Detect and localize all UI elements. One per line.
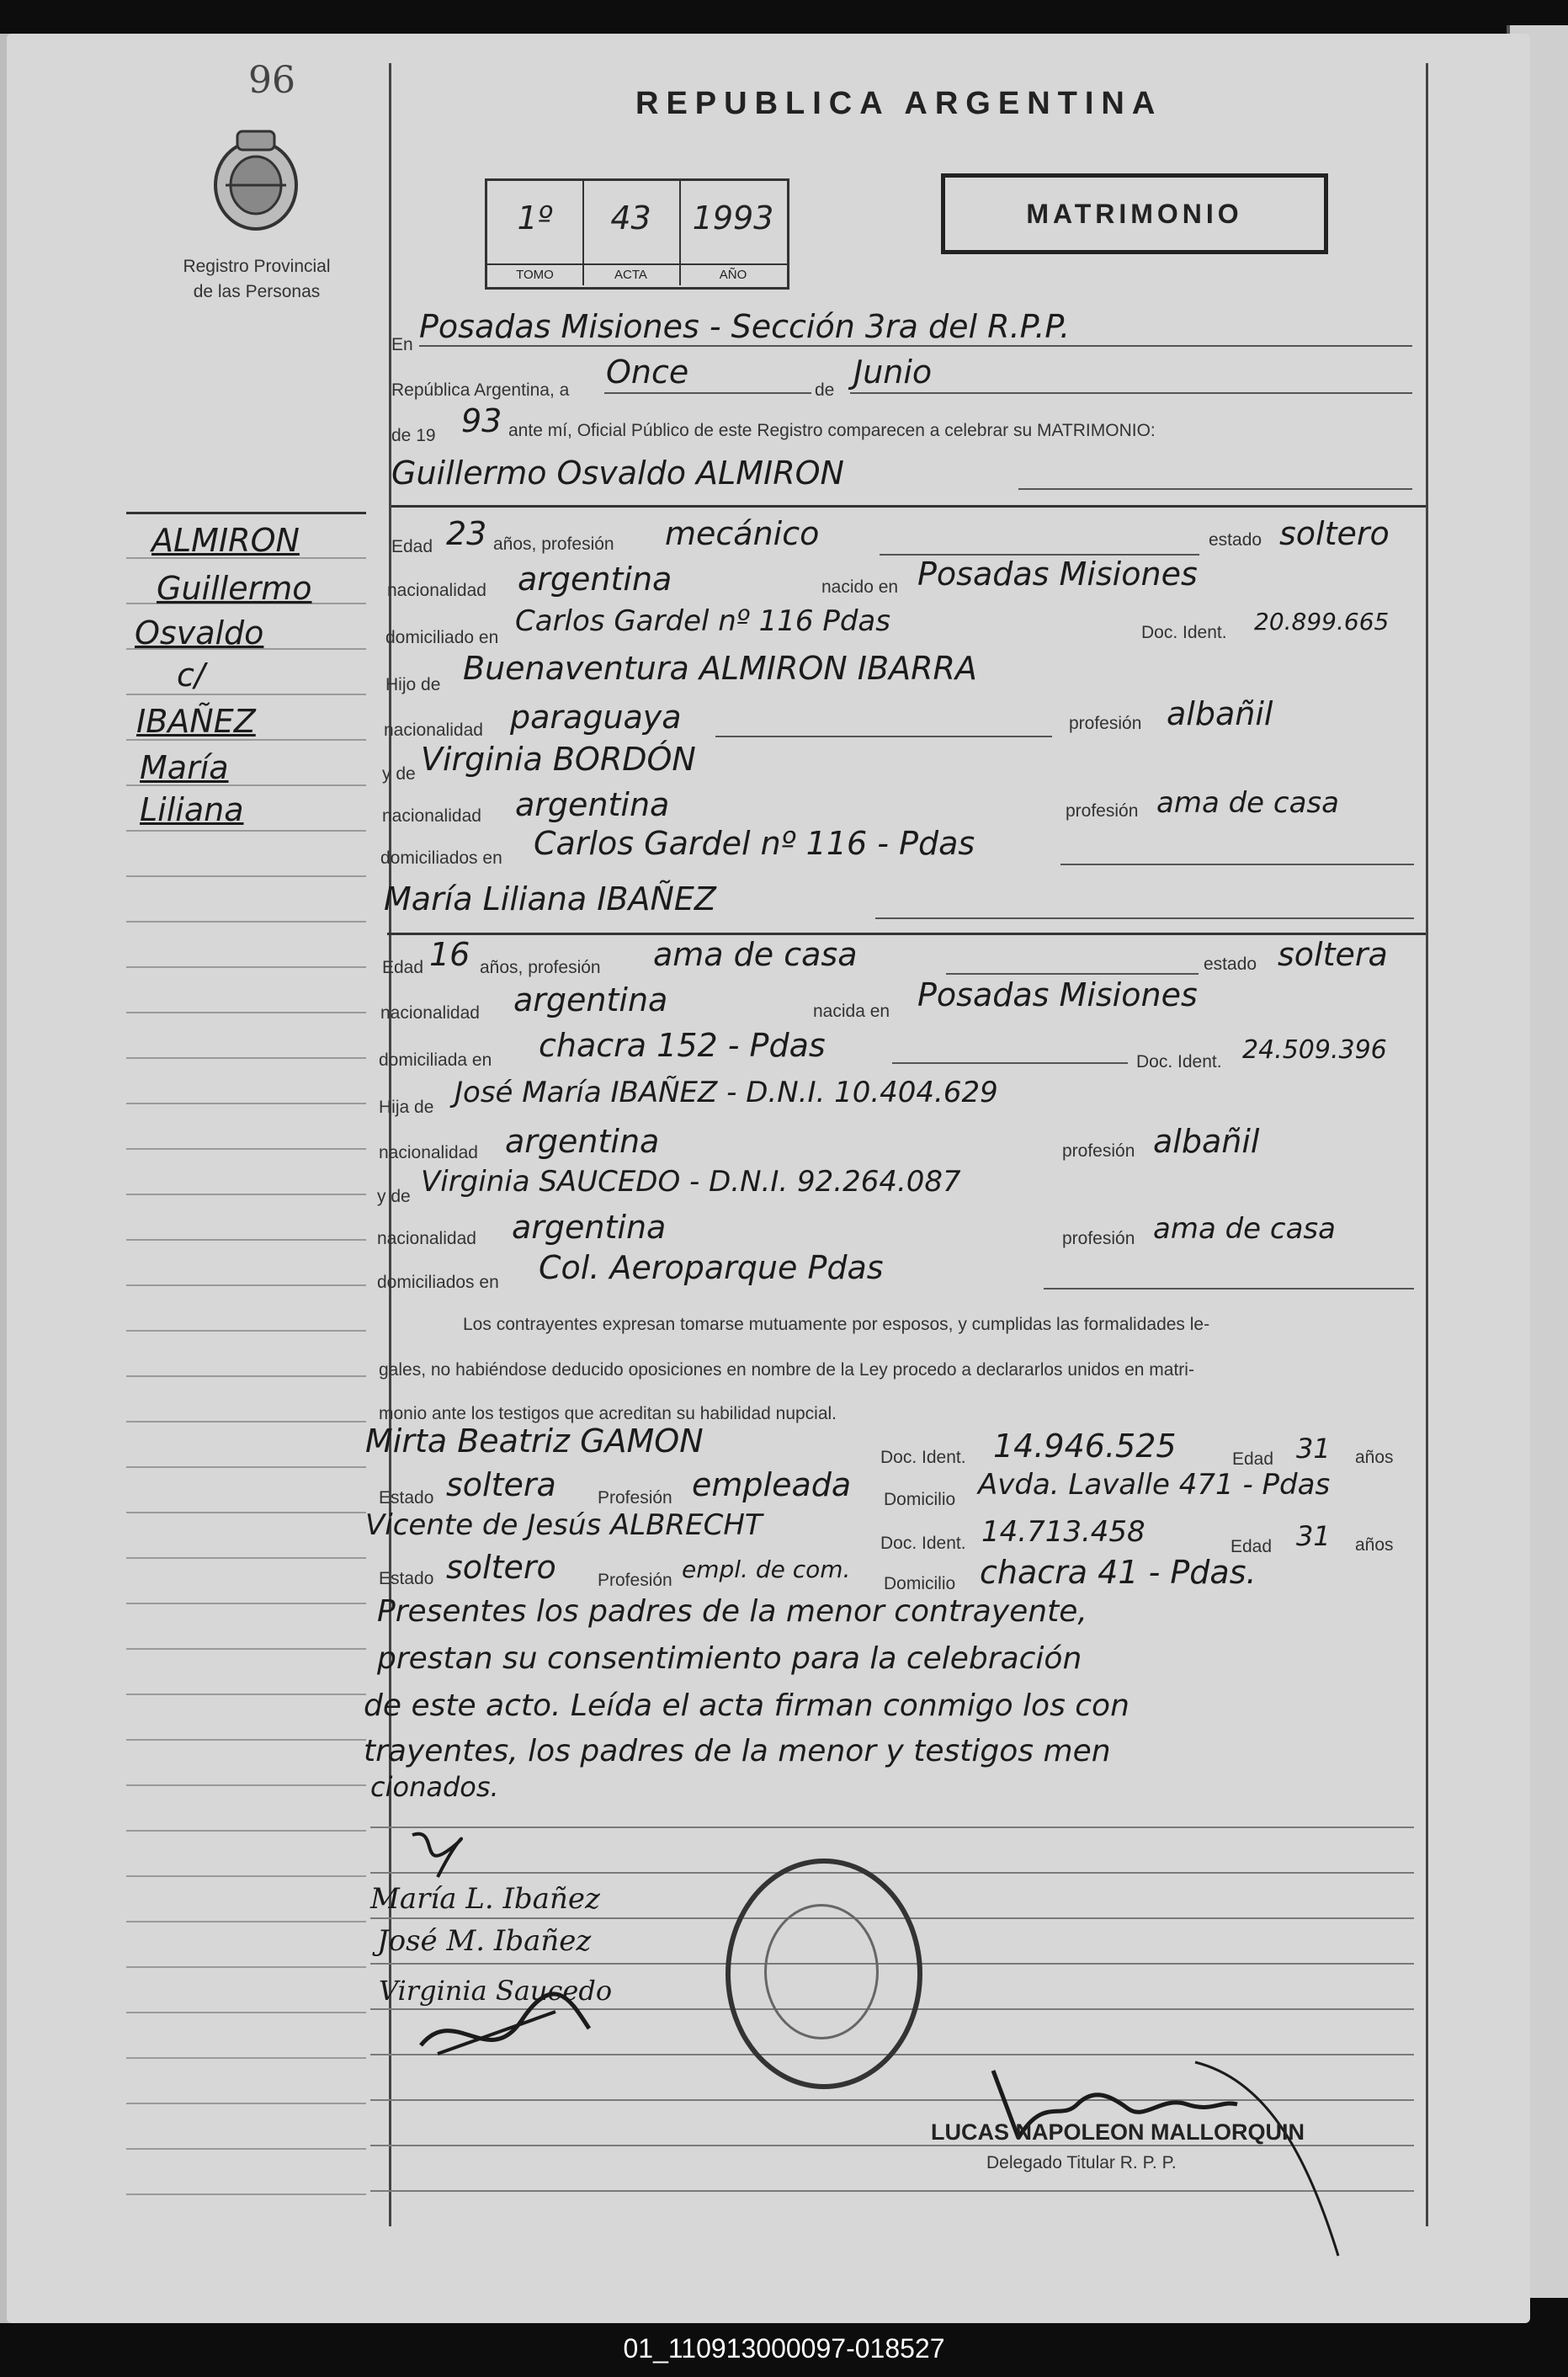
groom-profession: mecánico	[665, 515, 820, 552]
groom-father-nat-line	[715, 736, 1052, 737]
witness2-name: Vicente de Jesús ALBRECHT	[365, 1508, 763, 1542]
bride-father: José María IBAÑEZ - D.N.I. 10.404.629	[454, 1076, 998, 1109]
coat-of-arms-icon	[209, 126, 303, 232]
bride-born: Posadas Misiones	[917, 976, 1198, 1013]
record-type-box	[941, 173, 1328, 254]
record-type: MATRIMONIO	[1026, 198, 1243, 229]
bride-dom-label: domiciliada en	[379, 1050, 492, 1070]
groom-mother: Virginia BORDÓN	[421, 741, 696, 778]
witness1-doc-label: Doc. Ident.	[880, 1448, 966, 1467]
witness1-estado-label: Estado	[379, 1488, 434, 1508]
bride-father-label: Hija de	[379, 1098, 434, 1117]
witness2-estado-label: Estado	[379, 1569, 434, 1588]
bride-parents-dom: Col. Aeroparque Pdas	[539, 1249, 884, 1286]
margin-name-3: Osvaldo	[135, 614, 264, 651]
witness2-dom: chacra 41 - Pdas.	[980, 1554, 1257, 1591]
bride-name: María Liliana IBAÑEZ	[384, 880, 716, 917]
scribble-signature-icon	[387, 1818, 606, 2071]
bride-prof-line	[946, 973, 1199, 975]
bride-father-nat-label: nacionalidad	[379, 1143, 478, 1162]
groom-born: Posadas Misiones	[917, 556, 1198, 593]
margin-name-5: IBAÑEZ	[136, 703, 256, 740]
bride-born-label: nacida en	[813, 1002, 890, 1021]
de-label: de	[815, 380, 835, 400]
groom-nat: argentina	[518, 561, 672, 598]
note-line-1: Presentes los padres de la menor contrayente,	[377, 1594, 1087, 1629]
witness1-dom: Avda. Lavalle 471 - Pdas	[978, 1468, 1331, 1502]
groom-mother-nat-label: nacionalidad	[382, 806, 481, 826]
bride-age: 16	[429, 936, 470, 973]
note-line-5: cionados.	[370, 1771, 499, 1803]
groom-estado-label: estado	[1209, 530, 1262, 550]
registry-line-2: de las Personas	[193, 282, 321, 301]
republica-label: República Argentina, a	[391, 380, 570, 400]
bride-father-prof: albañil	[1153, 1123, 1260, 1160]
acta-label: ACTA	[582, 263, 679, 282]
margin-name-7: Liliana	[140, 791, 244, 828]
witness1-age: 31	[1296, 1433, 1331, 1465]
bride-profession: ama de casa	[653, 936, 858, 973]
place-line	[419, 345, 1412, 347]
groom-mother-nat: argentina	[515, 786, 670, 823]
en-label: En	[391, 335, 413, 354]
signature-1: María L. Ibañez	[370, 1882, 600, 1916]
bride-mother: Virginia SAUCEDO - D.N.I. 92.264.087	[421, 1165, 961, 1199]
bride-prof-label: años, profesión	[480, 958, 601, 977]
witness1-prof-label: Profesión	[598, 1488, 672, 1508]
witness2-doc: 14.713.458	[981, 1515, 1145, 1549]
groom-mother-prof: ama de casa	[1156, 786, 1339, 820]
place-value: Posadas Misiones - Sección 3ra del R.P.P.	[419, 308, 1071, 345]
groom-name: Guillermo Osvaldo ALMIRON	[391, 455, 844, 492]
witness1-estado: soltera	[446, 1466, 556, 1503]
ano-cell	[679, 181, 787, 285]
groom-father-prof-label: profesión	[1069, 714, 1142, 733]
right-border	[1426, 63, 1428, 2226]
witness1-name: Mirta Beatriz GAMON	[365, 1422, 704, 1460]
bride-mother-prof: ama de casa	[1153, 1212, 1336, 1246]
official-stamp	[726, 1859, 922, 2089]
margin-name-1: ALMIRON	[151, 522, 300, 559]
tomo-value: 1º	[517, 199, 553, 237]
bride-name-line	[875, 917, 1414, 919]
groom-divider	[391, 505, 1426, 508]
day-line	[604, 392, 811, 394]
margin-name-4: c/	[177, 657, 205, 694]
registry-name	[160, 254, 353, 305]
groom-age-label: Edad	[391, 537, 433, 556]
day-value: Once	[606, 354, 689, 391]
acta-value: 43	[610, 199, 651, 237]
note-line-4: trayentes, los padres de la menor y testigos men	[364, 1734, 1111, 1768]
body-line-1: Los contrayentes expresan tomarse mutuamente por esposos, y cumplidas las formalidades le-	[463, 1315, 1210, 1334]
bride-nat-label: nacionalidad	[380, 1003, 480, 1023]
witness1-doc: 14.946.525	[993, 1428, 1177, 1465]
witness1-age-label: Edad	[1232, 1449, 1274, 1469]
bride-mother-nat-label: nacionalidad	[377, 1229, 476, 1248]
groom-age: 23	[446, 515, 487, 552]
groom-mother-prof-label: profesión	[1066, 801, 1139, 821]
month-value: Junio	[853, 354, 933, 391]
groom-father-label: Hijo de	[385, 675, 441, 694]
stamp-emblem-icon	[764, 1904, 879, 2039]
official-name: LUCAS NAPOLEON MALLORQUIN	[931, 2119, 1305, 2145]
groom-father-nat-label: nacionalidad	[384, 721, 483, 740]
groom-doc: 20.899.665	[1254, 608, 1390, 635]
groom-dom-label: domiciliado en	[385, 628, 499, 647]
bride-divider	[387, 933, 1426, 935]
witness2-doc-label: Doc. Ident.	[880, 1534, 966, 1553]
folio-number: 96	[248, 59, 295, 102]
bride-parents-dom-label: domiciliados en	[377, 1273, 499, 1292]
ano-value: 1993	[692, 199, 774, 237]
bride-mother-prof-label: profesión	[1062, 1229, 1135, 1248]
bride-nat: argentina	[513, 981, 668, 1018]
groom-father-prof: albañil	[1167, 695, 1273, 732]
witness2-age-label: Edad	[1230, 1537, 1273, 1556]
groom-parents-dom: Carlos Gardel nº 116 - Pdas	[534, 825, 975, 862]
official-title: Delegado Titular R. P. P.	[986, 2153, 1177, 2172]
groom-prof-label: años, profesión	[493, 534, 614, 554]
document-id: 01_110913000097-018527	[623, 2333, 945, 2364]
witness1-prof: empleada	[692, 1466, 852, 1503]
signature-2: José M. Ibañez	[377, 1924, 592, 1958]
body-line-2: gales, no habiéndose deducido oposiciones en nombre de la Ley procedo a declararlos unidos en matri-	[379, 1360, 1194, 1380]
groom-doc-label: Doc. Ident.	[1141, 623, 1227, 642]
bride-father-prof-label: profesión	[1062, 1141, 1135, 1161]
groom-parents-dom-line	[1060, 864, 1414, 865]
witness2-years-label: años	[1355, 1535, 1394, 1555]
bride-estado: soltera	[1278, 936, 1388, 973]
witness1-years-label: años	[1355, 1448, 1394, 1467]
registry-line-1: Registro Provincial	[183, 257, 331, 276]
groom-estado: soltero	[1279, 515, 1390, 552]
groom-father: Buenaventura ALMIRON IBARRA	[463, 650, 977, 687]
signature-3: Virginia Saucedo	[379, 1975, 613, 2007]
bride-dom: chacra 152 - Pdas	[539, 1027, 826, 1064]
groom-name-line	[1018, 488, 1412, 490]
tomo-label: TOMO	[487, 263, 582, 282]
margin-name-2: Guillermo	[157, 570, 312, 607]
groom-dom: Carlos Gardel nº 116 Pdas	[515, 604, 890, 638]
witness2-age: 31	[1296, 1520, 1331, 1552]
groom-born-label: nacido en	[821, 577, 899, 597]
bride-mother-nat: argentina	[512, 1209, 667, 1246]
groom-father-nat: paraguaya	[510, 699, 682, 736]
month-line	[850, 392, 1412, 394]
bride-estado-label: estado	[1204, 955, 1257, 974]
bride-doc: 24.509.396	[1242, 1035, 1387, 1065]
tomo-acta-ano-box	[485, 178, 789, 290]
note-line-2: prestan su consentimiento para la celebración	[377, 1641, 1082, 1676]
tomo-cell	[487, 181, 584, 285]
ano-label: AÑO	[679, 263, 787, 282]
bride-mother-label: y de	[377, 1187, 411, 1206]
bride-age-label: Edad	[382, 958, 424, 977]
acta-cell	[582, 181, 681, 285]
groom-parents-dom-label: domiciliados en	[380, 848, 502, 868]
witness2-prof: empl. de com.	[682, 1555, 851, 1583]
bride-father-nat: argentina	[505, 1123, 660, 1160]
declaration-text: ante mí, Oficial Público de este Registro comparecen a celebrar su MATRIMONIO:	[508, 421, 1156, 440]
witness2-dom-label: Domicilio	[884, 1574, 956, 1593]
groom-mother-label: y de	[382, 764, 416, 784]
year-value: 93	[461, 402, 502, 439]
body-line-3: monio ante los testigos que acreditan su habilidad nupcial.	[379, 1404, 837, 1423]
bride-doc-label: Doc. Ident.	[1136, 1052, 1222, 1072]
witness1-dom-label: Domicilio	[884, 1490, 956, 1509]
margin-name-6: María	[140, 749, 229, 786]
bride-parents-dom-line	[1044, 1288, 1414, 1290]
bride-dom-line	[892, 1062, 1128, 1064]
witness2-estado: soltero	[446, 1549, 556, 1586]
witness2-prof-label: Profesión	[598, 1571, 672, 1590]
note-line-3: de este acto. Leída el acta firman conmigo los con	[364, 1688, 1129, 1723]
year-label: de 19	[391, 426, 436, 445]
country-title: REPUBLICA ARGENTINA	[635, 86, 1163, 121]
groom-nat-label: nacionalidad	[387, 581, 486, 600]
